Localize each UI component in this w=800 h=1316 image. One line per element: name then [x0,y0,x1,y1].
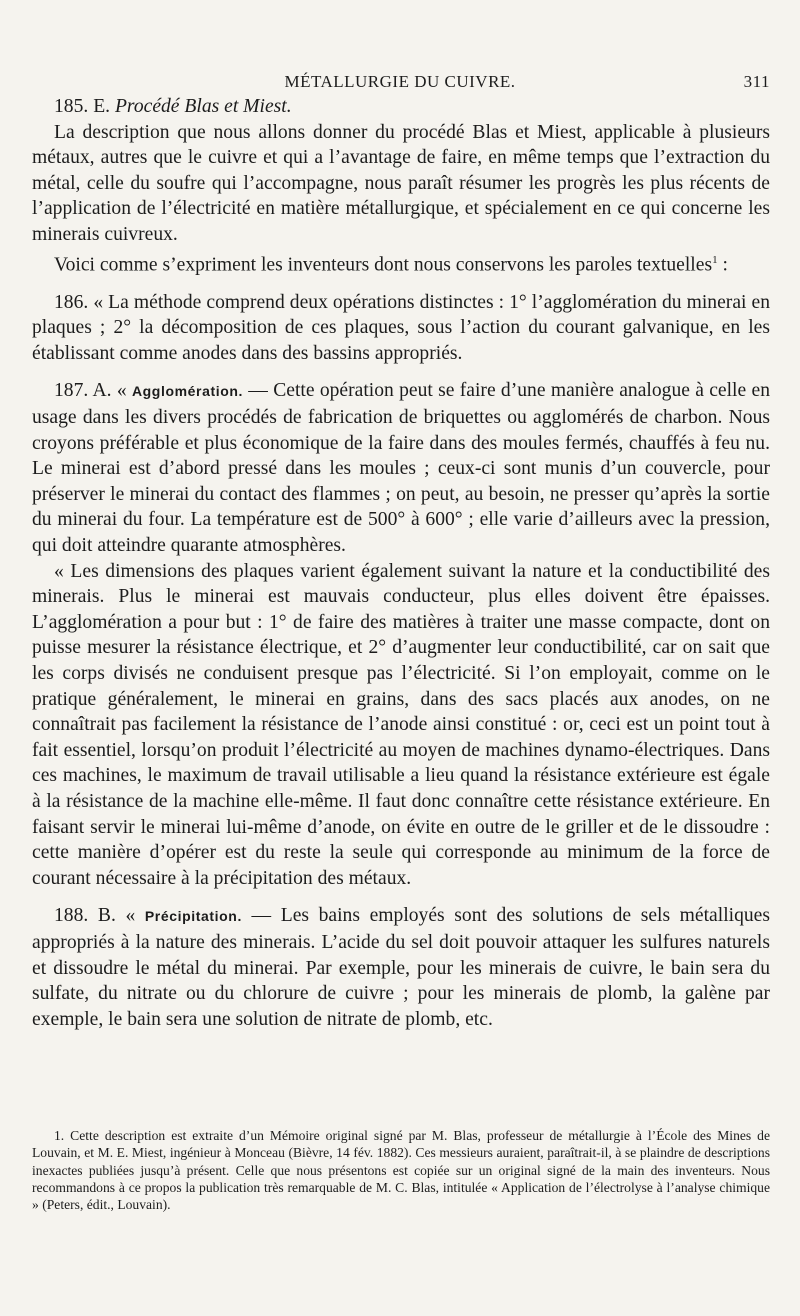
footnote-text: Cette description est extraite d’un Mémoire original signé par M. Blas, professeur de métallurgie à l’École des Mines de Louvain, et M. E. Miest, ingénieur à Monceau (Bièvre, 14 fév. 1882). Ces messieurs auraient, paraîtrait-il, à se plaindre de descriptions inexactes publiées jusqu’à présent. Celle que nous présentons est copiée sur un original signé de la main des inventeurs. Nous recommandons à ce propos la publication très remarquable de M. C. Blas, intitulée « Application de l’électrolyse à l’analyse chimique » (Peters, édit., Louvain). [32,1128,770,1213]
paragraph-text: — Les bains employés sont des solutions de sels métalliques appropriés à la nature des minerais. L’acide du sel doit pouvoir attaquer les sulfures naturels et dissoudre le métal du minerai. Par exemple, pour les minerais de cuivre, le bain sera du sulfate, du nitrate ou du chlorure de cuivre ; pour les minerais de plomb, la galène par exemple, le bain sera une solution de nitrate de plomb, etc. [32,905,771,1030]
paragraph [32,248,770,278]
running-title: MÉTALLURGIE DU CUIVRE. [284,72,516,91]
section-title: Procédé Blas et Miest. [114,96,292,117]
paragraph-number: 185. [54,96,94,117]
footnote [32,1127,770,1213]
paragraph-number: 188. [54,905,98,927]
paragraph: « Les dimensions des plaques varient également suivant la nature et la conductibilité des minerais. Plus le minerai est mauvais conducteur, plus elles doivent être épaisses. L’agglomération a pour but : 1° de faire des matières à traiter une masse compacte, dont on puisse mesurer la résistance électrique, et 2° d’augmenter leur conductibilité, car on sait que les corps divisés ne conduisent presque pas l’électricité. Si l’on employait, comme on le pratique généralement, le minerai en grains, dans des sacs placés aux anodes, on ne connaîtrait pas facilement la résistance de l’anode ainsi constitué : or, ceci est un point tout à fait essentiel, lorsqu’on produit l’électricité au moyen de machines dynamo-électriques. Dans ces machines, le maximum de travail utilisable a lieu quand la résistance extérieure est égale à la résistance de la machine elle-même. Il faut donc connaître cette résistance extérieure. En faisant servir le minerai lui-même d’anode, on évite en outre de le griller et de le dissoudre : cette manière d’opérer est du reste la seule qui corresponde au minimum de la force de courant nécessaire à la précipitation des métaux. [32,560,770,889]
footnotes [32,1127,770,1213]
paragraph-186 [32,290,770,367]
paragraph-tail: : [717,254,728,276]
paragraph-185-heading [32,94,770,120]
subheading: Précipitation. [144,908,242,925]
subheading: Agglomération. [131,383,244,400]
paragraph: La description que nous allons donner du procédé Blas et Miest, applicable à plusieurs métaux, autres que le cuivre et qui a l’avantage de faire, en même temps que l’extraction du métal, celle du soufre qui l’accompagne, nous paraît résumer les progrès les plus récents de l’application de l’électricité en matière métallurgique, et spécialement en ce qui concerne les minerais cuivreux. [32,121,770,245]
paragraph-text: Voici comme s’expriment les inventeurs dont nous conservons les paroles textuelles [54,254,713,276]
paragraph-188 [32,903,770,1032]
paragraph-text: « La méthode comprend deux opérations distinctes : 1° l’agglomération du minerai en plaques ; 2° la décomposition de ces plaques, sous l’action du courant galvanique, en les établissant comme anodes dans des bassins appropriés. [32,291,770,364]
page-number: 311 [743,72,770,91]
footnote-marker: 1. [54,1128,71,1143]
paragraph-number: 186. [54,291,94,313]
page-header [0,72,800,96]
body-text [32,94,770,1032]
footnote-ref: 1 [712,253,718,266]
section-label: B. « [97,905,145,927]
paragraph-text: — Cette opération peut se faire d’une manière analogue à celle en usage dans les divers procédés de fabrication de briquettes ou agglomérés de charbon. Nous croyons préférable et plus économique de la faire dans des moules fermés, chauffés à feu nu. Le minerai est d’abord pressé dans les moules ; ceux-ci sont munis d’un couvercle, pour préserver le minerai du contact des flammes ; on peut, au besoin, ne presser qu’après la sortie du minerai du four. La température est de 500° à 600° ; elle varie d’ailleurs avec la pression, qui doit atteindre quarante atmosphères. [32,380,770,557]
section-label: A. « [92,380,132,402]
paragraph-number: 187. [54,380,93,402]
paragraph-187 [32,378,770,558]
section-label: E. [93,96,115,117]
